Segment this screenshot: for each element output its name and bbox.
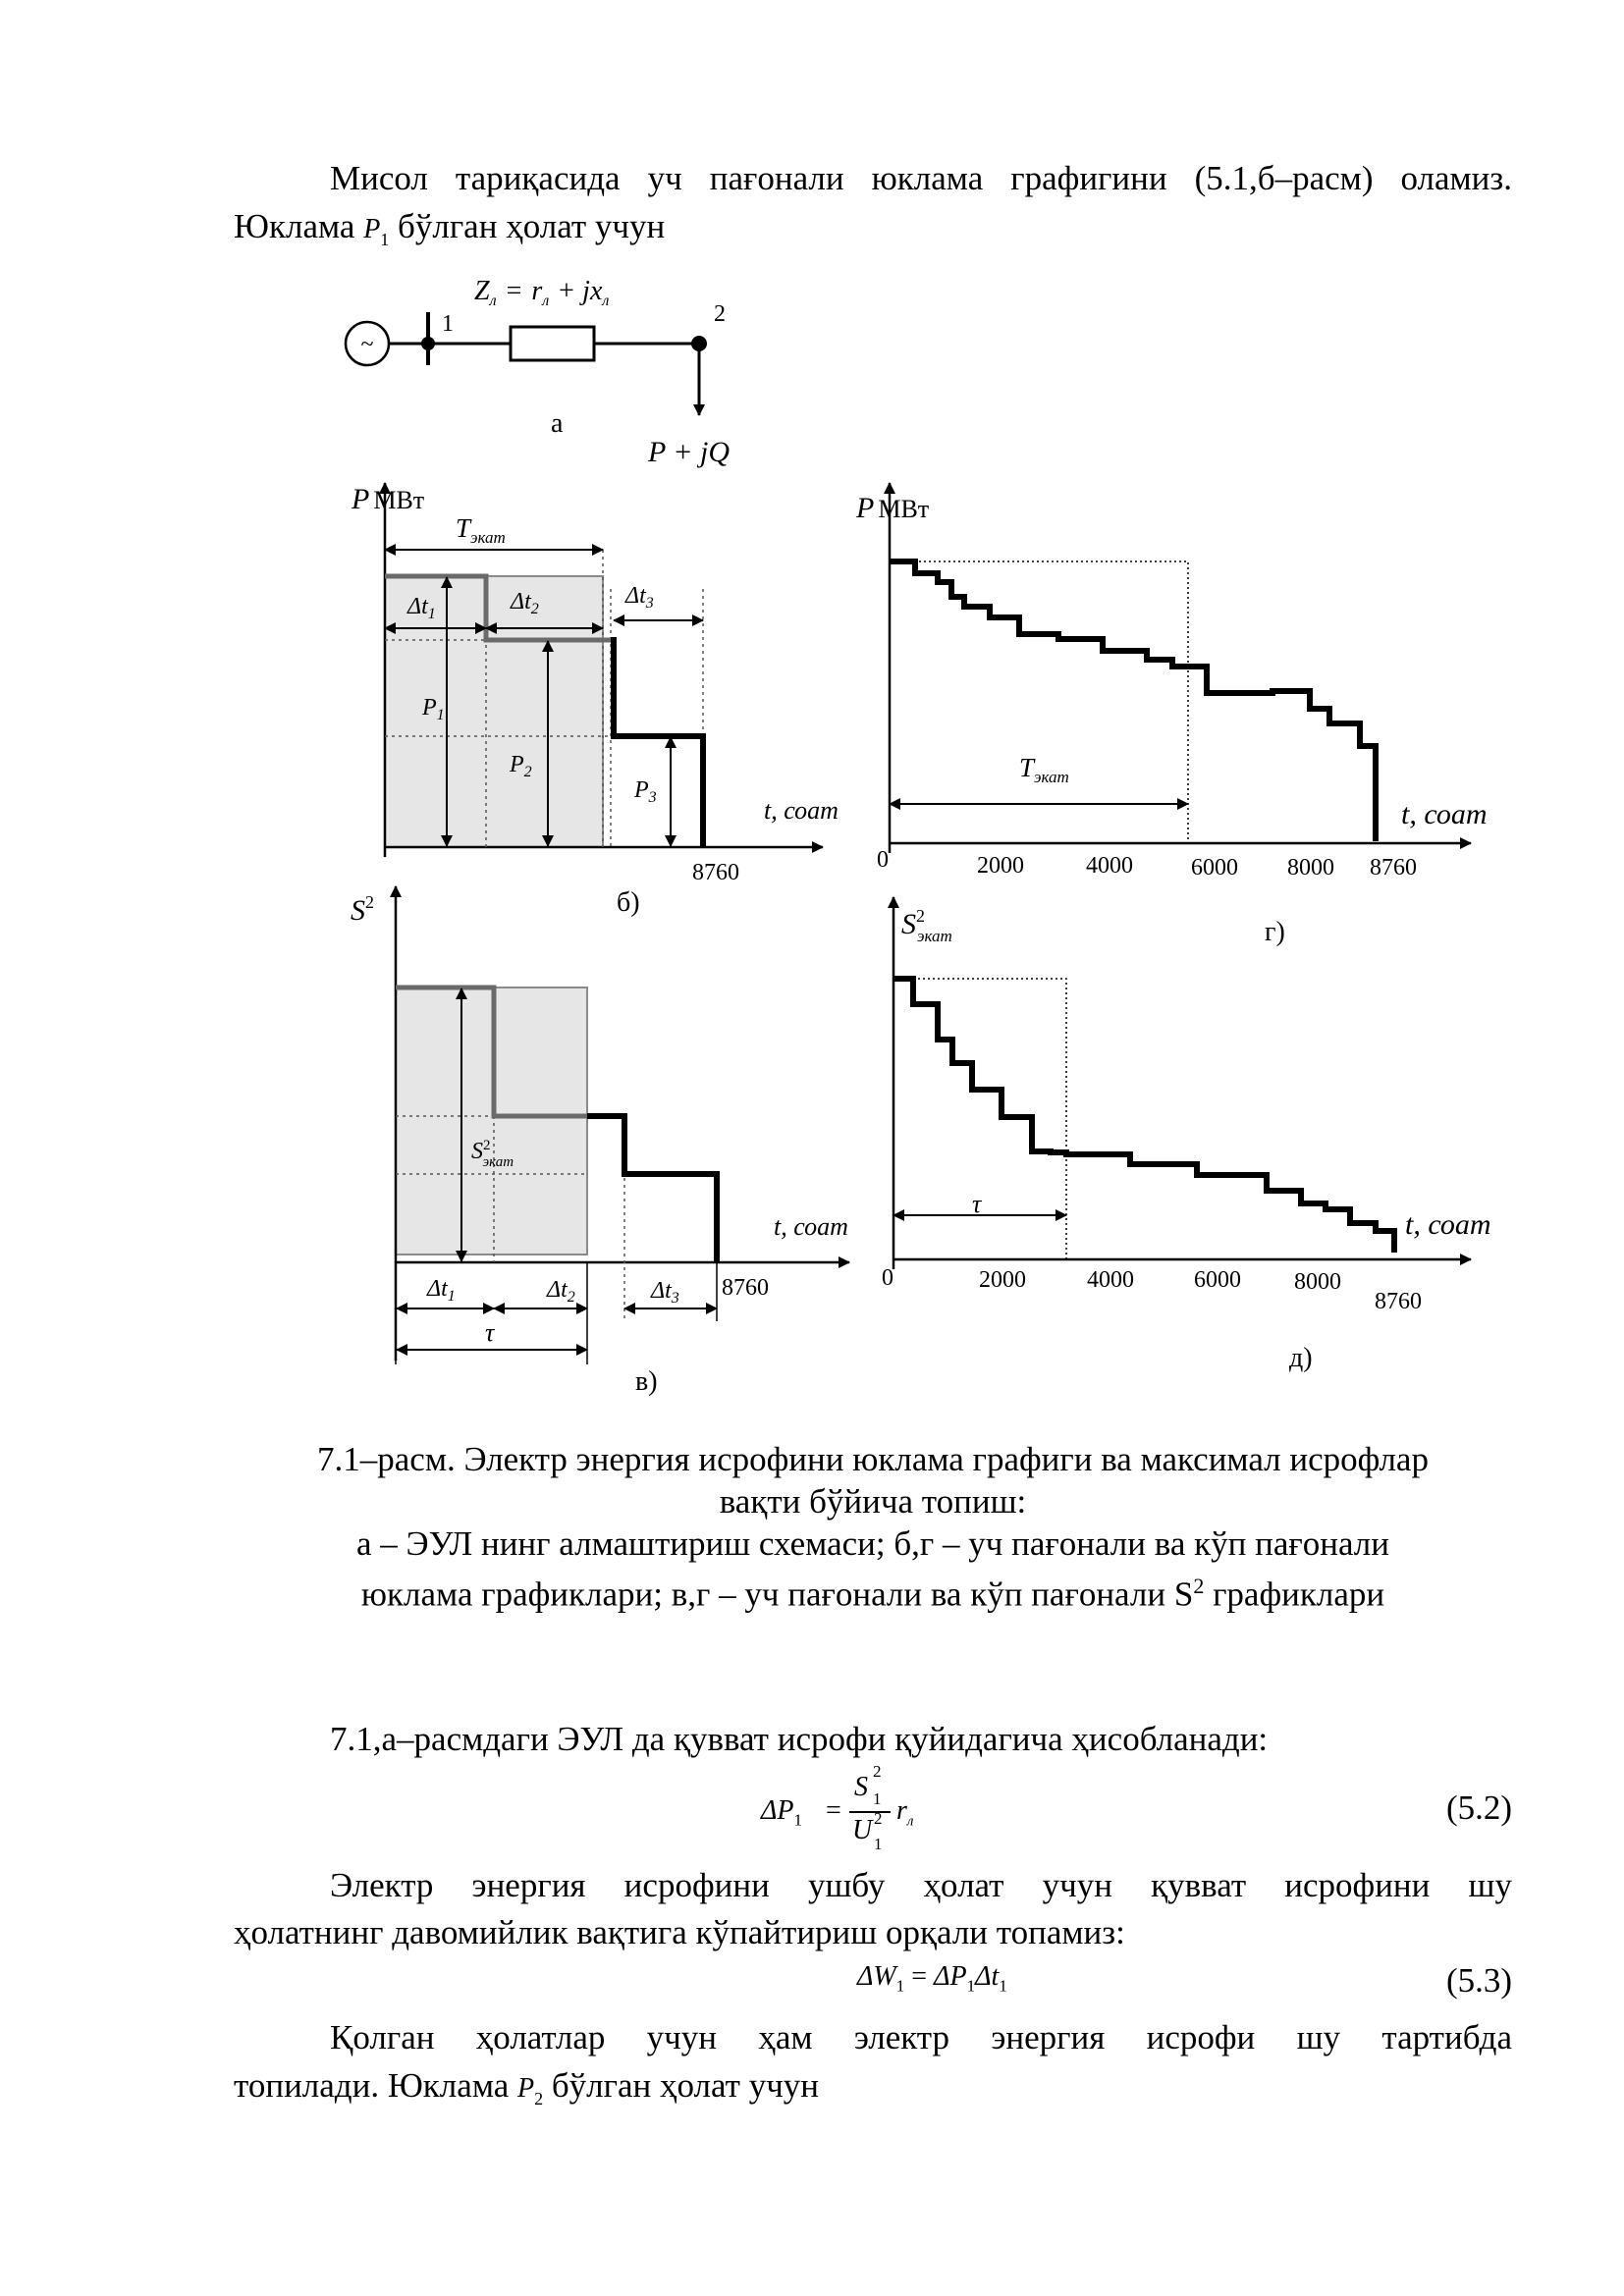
intro-text-1: Мисол тариқасида уч пағонали юклама графигини (5.1,б–расм) оламиз. (330, 159, 1512, 197)
x-end-tick: 8760 (722, 1275, 769, 1301)
eq52-numerator: S 1 2 (854, 1762, 882, 1808)
eq53-rhs-t-sub: 1 (999, 1976, 1007, 1996)
body-p2-text-1: Электр энергия исрофини ушбу ҳолат учун қувват исрофини шу (330, 1866, 1512, 1904)
body-p3-symbol-sub: 2 (534, 2089, 544, 2109)
eq53-equals: = (911, 1961, 928, 1992)
dt1-label: $\Delta t_1$ (427, 1276, 456, 1305)
t-ekat-label: $T_{экат}$ (1019, 753, 1069, 786)
p2-label: $P_2$ (510, 752, 532, 780)
x-axis-label: t, соат (774, 1212, 848, 1241)
s2-step-3 (587, 1116, 717, 1262)
body-paragraph-3-line-2 (234, 2062, 1512, 2122)
eq52-r: $r_л$ (896, 1795, 914, 1830)
load-curve (890, 561, 1376, 841)
dt2-label: $\Delta t_2$ (547, 1277, 575, 1306)
dt3-label: $\Delta t_3$ (651, 1278, 679, 1307)
eq52-lhs: $\Delta P_1$ (761, 1795, 803, 1830)
x-tick-labels (877, 847, 1417, 881)
dt3-label: $\Delta t_3$ (625, 583, 654, 612)
s2-ekat-label: $S^2$ экат (471, 1138, 514, 1170)
panel-d-multi-step-s2 (882, 897, 1491, 1373)
y-axis-label: $S^2$ (351, 892, 374, 927)
load-step-3 (611, 640, 703, 847)
equation-5-2 (761, 1762, 957, 1860)
tau-label: τ (485, 1318, 495, 1347)
y-axis-label: P МВт (352, 483, 425, 515)
x-axis-label: t, соат (764, 796, 839, 825)
x-end-tick: 8760 (692, 860, 739, 885)
impedance-formula: $Z_л = r_л + jx_л$ (474, 276, 610, 309)
eq52-denominator: U 1 2 (852, 1809, 883, 1853)
s2-curve (893, 979, 1394, 1253)
t-ekat-label: $T_{экат}$ (456, 513, 506, 547)
intro-text-2a: Юклама (234, 207, 364, 245)
x-tick-label: 0 (877, 847, 889, 873)
x-tick-label: 4000 (1087, 1267, 1134, 1293)
caption-line-1: 7.1–расм. Электр энергия исрофини юклама графиги ва максимал исрофлар (317, 1440, 1429, 1478)
panel-v-three-step-s2 (351, 886, 849, 1397)
node-1-dot (421, 337, 435, 350)
caption-line-2: вақти бўйича топиш: (719, 1482, 1027, 1521)
x-tick-label: 2000 (977, 853, 1024, 879)
x-tick-label: 6000 (1191, 855, 1238, 881)
panel-b-three-step-load (351, 483, 839, 918)
body-p3-text-1: Қолган ҳолатлар учун ҳам электр энергия исрофи шу тартибда (330, 2018, 1512, 2056)
caption-line-3: а – ЭУЛ нинг алмаштириш схемаси; б,г – уч пағонали ва кўп пағонали (356, 1524, 1389, 1563)
x-tick-label: 6000 (1194, 1267, 1241, 1293)
panel-v-label: в) (635, 1366, 658, 1397)
eq53-lhs: ΔW (857, 1961, 896, 1992)
eq-number-5-3: (5.3) (1445, 1961, 1512, 2000)
y-axis-label: P МВт (856, 492, 930, 524)
figure-caption (234, 1438, 1512, 1616)
panel-d-label: д) (1289, 1343, 1313, 1373)
y-axis-label: $S^2$ экат (901, 906, 952, 945)
x-tick-label: 8000 (1287, 855, 1334, 881)
eq53-rhs-p-sub: 1 (966, 1976, 976, 1996)
caption-line-4-sup: 2 (1193, 1574, 1205, 1598)
body-p2-text-2: ҳолатнинг давомийлик вақтига кўпайтириш орқали топамиз: (234, 1913, 1125, 1951)
body-p3-text-2b: бўлган ҳолат учун (543, 2066, 820, 2105)
eq53-rhs-p: ΔP (934, 1961, 967, 1992)
tau-label: τ (972, 1190, 982, 1218)
eq53-rhs-t: Δt (975, 1961, 1000, 1992)
body-p1-text: 7.1,а–расмдаги ЭУЛ да қувват исрофи қуйидагича ҳисобланади: (330, 1720, 1269, 1758)
eq52-equals: = (826, 1795, 841, 1826)
generator-symbol: ~ (360, 332, 374, 357)
eq-number-5-2: (5.2) (1445, 1789, 1512, 1827)
panel-b-label: б) (617, 887, 640, 918)
x-tick-label: 8760 (1370, 855, 1417, 881)
equation-5-3 (857, 1961, 1007, 1997)
body-p3-symbol: P (517, 2073, 535, 2104)
x-tick-label: 2000 (979, 1267, 1026, 1293)
equivalent-rectangle (890, 561, 1188, 843)
body-p3-text-2a: топилади. Юклама (234, 2066, 518, 2105)
x-axis-label: t, соат (1405, 1208, 1491, 1241)
node-2-label: 2 (714, 301, 726, 327)
eq52-fraction-bar (849, 1811, 891, 1813)
body-paragraph-3-line-1 (234, 2014, 1512, 2061)
intro-symbol-sub: 1 (380, 230, 390, 249)
x-tick-label: 0 (882, 1265, 893, 1291)
intro-text-2b: бўлган ҳолат учун (389, 207, 666, 245)
p1-label: $P_1$ (422, 695, 445, 723)
x-tick-label: 8760 (1375, 1289, 1422, 1314)
load-label: P + jQ (648, 436, 731, 468)
circuit-diagram (346, 276, 730, 468)
body-paragraph-1 (234, 1716, 1512, 1763)
p3-label: $P_3$ (634, 777, 657, 806)
x-tick-labels (882, 1265, 1422, 1314)
dt2-label: $\Delta t_2$ (511, 589, 539, 617)
intro-symbol-p: P (363, 214, 381, 244)
caption-line-4 (234, 1565, 1512, 1616)
impedance-resistor (511, 327, 594, 360)
panel-g-multi-step-load (855, 483, 1488, 947)
panel-g-label: г) (1265, 917, 1285, 947)
body-paragraph-2-line-2 (234, 1909, 1512, 1956)
node-1-label: 1 (442, 311, 454, 337)
caption-line-4b: графиклари (1204, 1575, 1385, 1614)
caption-line-4a: юклама графиклари; в,г – уч пағонали ва кўп пағонали S (360, 1575, 1194, 1614)
eq53-lhs-sub: 1 (895, 1976, 905, 1996)
x-tick-label: 4000 (1086, 853, 1133, 879)
x-tick-label: 8000 (1294, 1269, 1341, 1295)
panel-a-label: а (551, 408, 564, 439)
dt1-label: $\Delta t_1$ (407, 594, 436, 622)
x-axis-label: t, соат (1401, 798, 1488, 830)
body-paragraph-2-line-1 (234, 1862, 1512, 1909)
